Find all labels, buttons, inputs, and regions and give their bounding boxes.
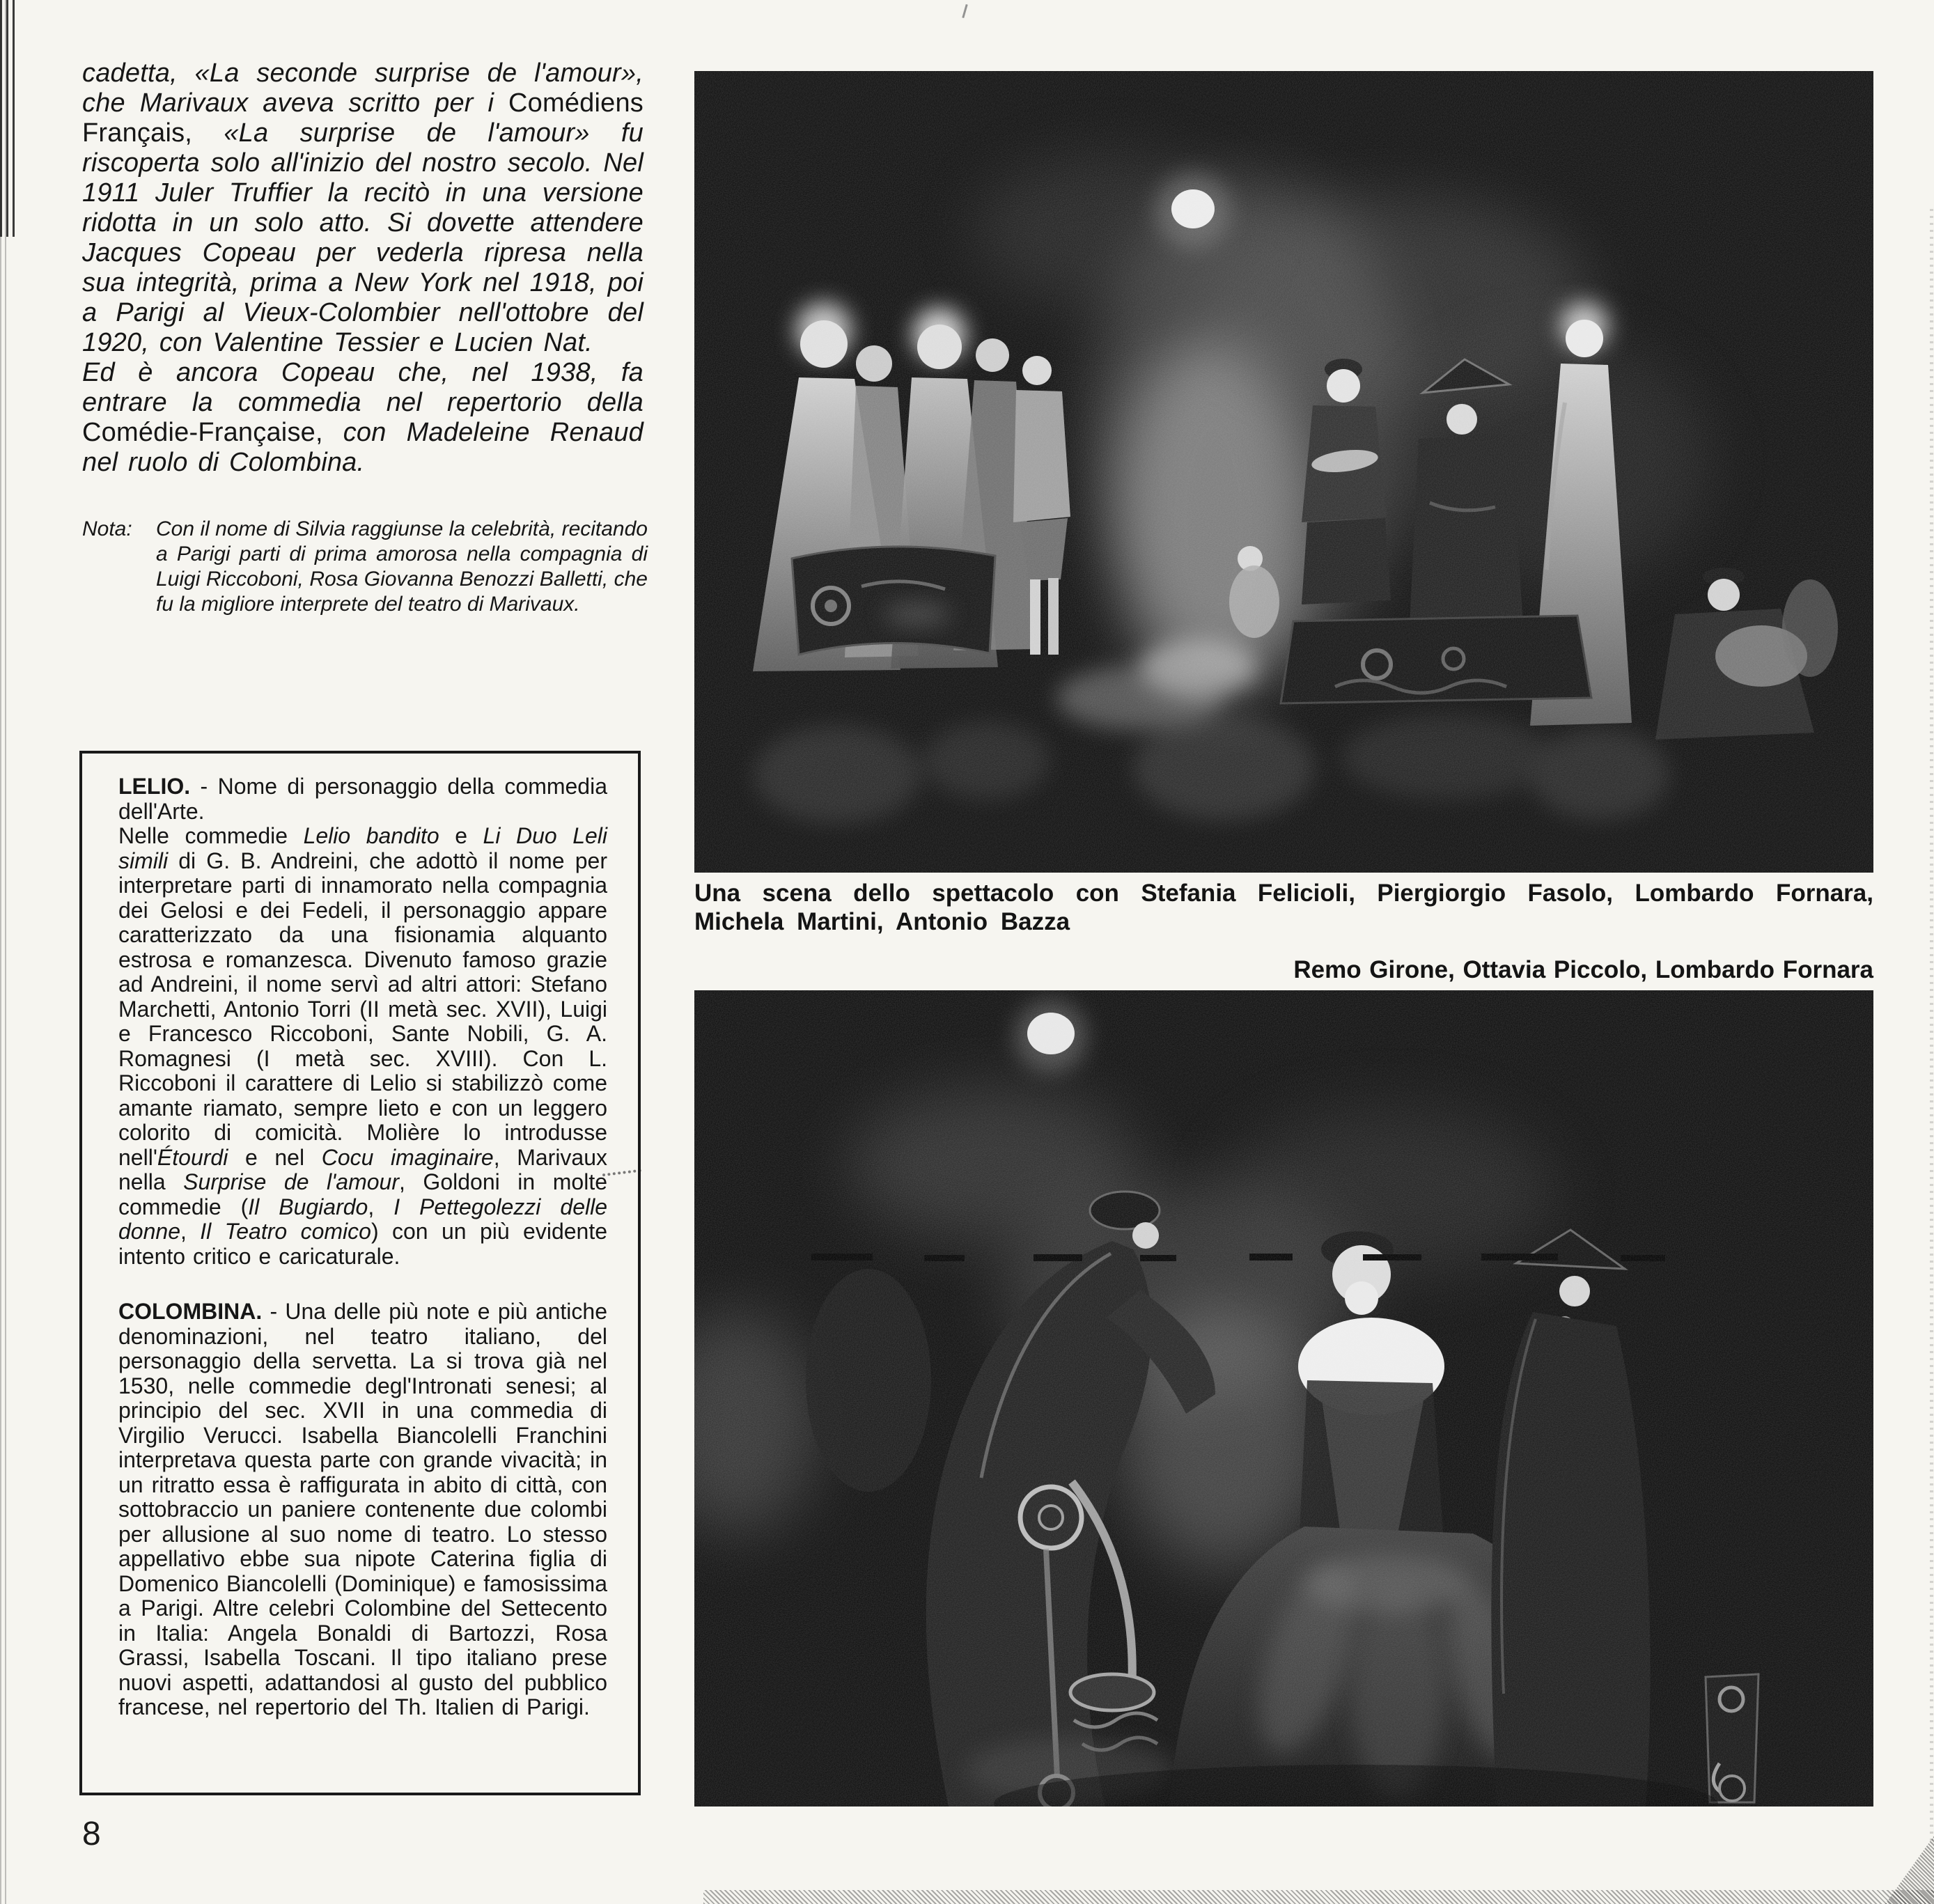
glossary-box — [79, 751, 641, 1795]
footnote-label: Nota: — [82, 517, 132, 540]
intro-paragraph-1: cadetta, «La seconde surprise de l'amour», che Marivaux aveva scritto per i Comédiens Français, «La surprise de l'amour» fu riscoperta solo all'inizio del nostro secolo. Nel 1911 Juler Truffier la recitò in una versione ridotta in un solo atto. Si dovette attendere Jacques Copeau per vederla ripresa nella sua integrità, prima a New York nel 1918, poi a Parigi al Vieux-Colombier nell'ottobre del 1920, con Valentine Tessier e Lucien Nat. — [82, 58, 644, 357]
scan-corner-shadow-artifact — [1885, 1836, 1934, 1904]
halftone-grain — [694, 990, 1873, 1807]
colombina-entry: COLOMBINA. - Una delle più note e più antiche denominazioni, nel teatro italiano, del personaggio della servetta. La si trova già nel 1530, nelle commedie degl'Intronati senesi; al principio del sec. XVII in una commedia di Virgilio Verucci. Isabella Biancolelli Franchini interpretava questa parte con grande vivacità; in un ritratto essa è raffigurata in abito di città, con sottobraccio un paniere contenente due colombi per allusione al suo nome di teatro. Lo stesso appellativo ebbe sua nipote Caterina figlia di Domenico Biancolelli (Dominique) e famosissima a Parigi. Altre celebri Colombine del Settecento in Italia: Angela Bonaldi di Bartozzi, Rosa Grassi, Isabella Toscani. Il tipo italiano prese nuovi aspetti, adattandosi al gusto del pubblico francese, nel repertorio del Th. Italien di Parigi. — [118, 1299, 607, 1719]
photo-top-caption: Una scena dello spettacolo con Stefania Felicioli, Piergiorgio Fasolo, Lombardo Fornara, Michela Martini, Antonio Bazza — [694, 880, 1873, 935]
stage-photo-top — [694, 71, 1873, 873]
stage-photo-top-art — [694, 71, 1873, 873]
scan-binding-soft-artifact — [0, 0, 10, 1904]
intro-text-column — [82, 58, 644, 478]
page-number: 8 — [82, 1816, 101, 1852]
scan-bottom-shadow-artifact — [703, 1890, 1934, 1904]
footnote-text: Con il nome di Silvia raggiunse la celebrità, recitando a Parigi parti di prima amorosa nella compagnia di Luigi Riccoboni, Rosa Giovanna Benozzi Balletti, che fu la migliore interprete del teatro di Marivaux. — [156, 517, 648, 616]
scan-binding-artifact — [0, 0, 18, 237]
photo-bottom-caption: Remo Girone, Ottavia Piccolo, Lombardo Fornara — [1293, 956, 1873, 983]
scan-top-tick-artifact — [962, 4, 967, 18]
lelio-entry-history: Nelle commedie Lelio bandito e Li Duo Leli simili di G. B. Andreini, che adottò il nome per interpretare parti di innamorato nella compagnia dei Gelosi e dei Fedeli, il personaggio appare caratterizzato da una fisionamia alquanto estrosa e romanzesca. Divenuto famoso grazie ad Andreini, il nome servì ad altri attori: Stefano Marchetti, Antonio Torri (II metà sec. XVII), Luigi e Francesco Riccoboni, Sante Nobili, G. A. Romagnesi (I metà sec. XVIII). Con L. Riccoboni il carattere di Lelio si stabilizzò come amante riamato, sempre lieto e con un leggero colorito di comicità. Molière lo introdusse nell'Étourdi e nel Cocu imaginaire, Marivaux nella Surprise de l'amour, Goldoni in molte commedie (Il Bugiardo, I Pettegolezzi delle donne, Il Teatro comico) con un più evidente intento critico e caricaturale. — [118, 823, 608, 1269]
stage-photo-bottom-art — [694, 990, 1873, 1807]
lelio-entry-definition: LELIO. - Nome di personaggio della commedia dell'Arte. — [118, 774, 607, 824]
scan-right-edge-artifact — [1930, 209, 1933, 1846]
halftone-grain — [694, 71, 1873, 873]
footnote — [82, 517, 648, 617]
intro-paragraph-2: Ed è ancora Copeau che, nel 1938, fa entrare la commedia nel repertorio della Comédie-Française, con Madeleine Renaud nel ruolo di Colombina. — [82, 358, 644, 477]
stage-photo-bottom — [694, 990, 1873, 1807]
